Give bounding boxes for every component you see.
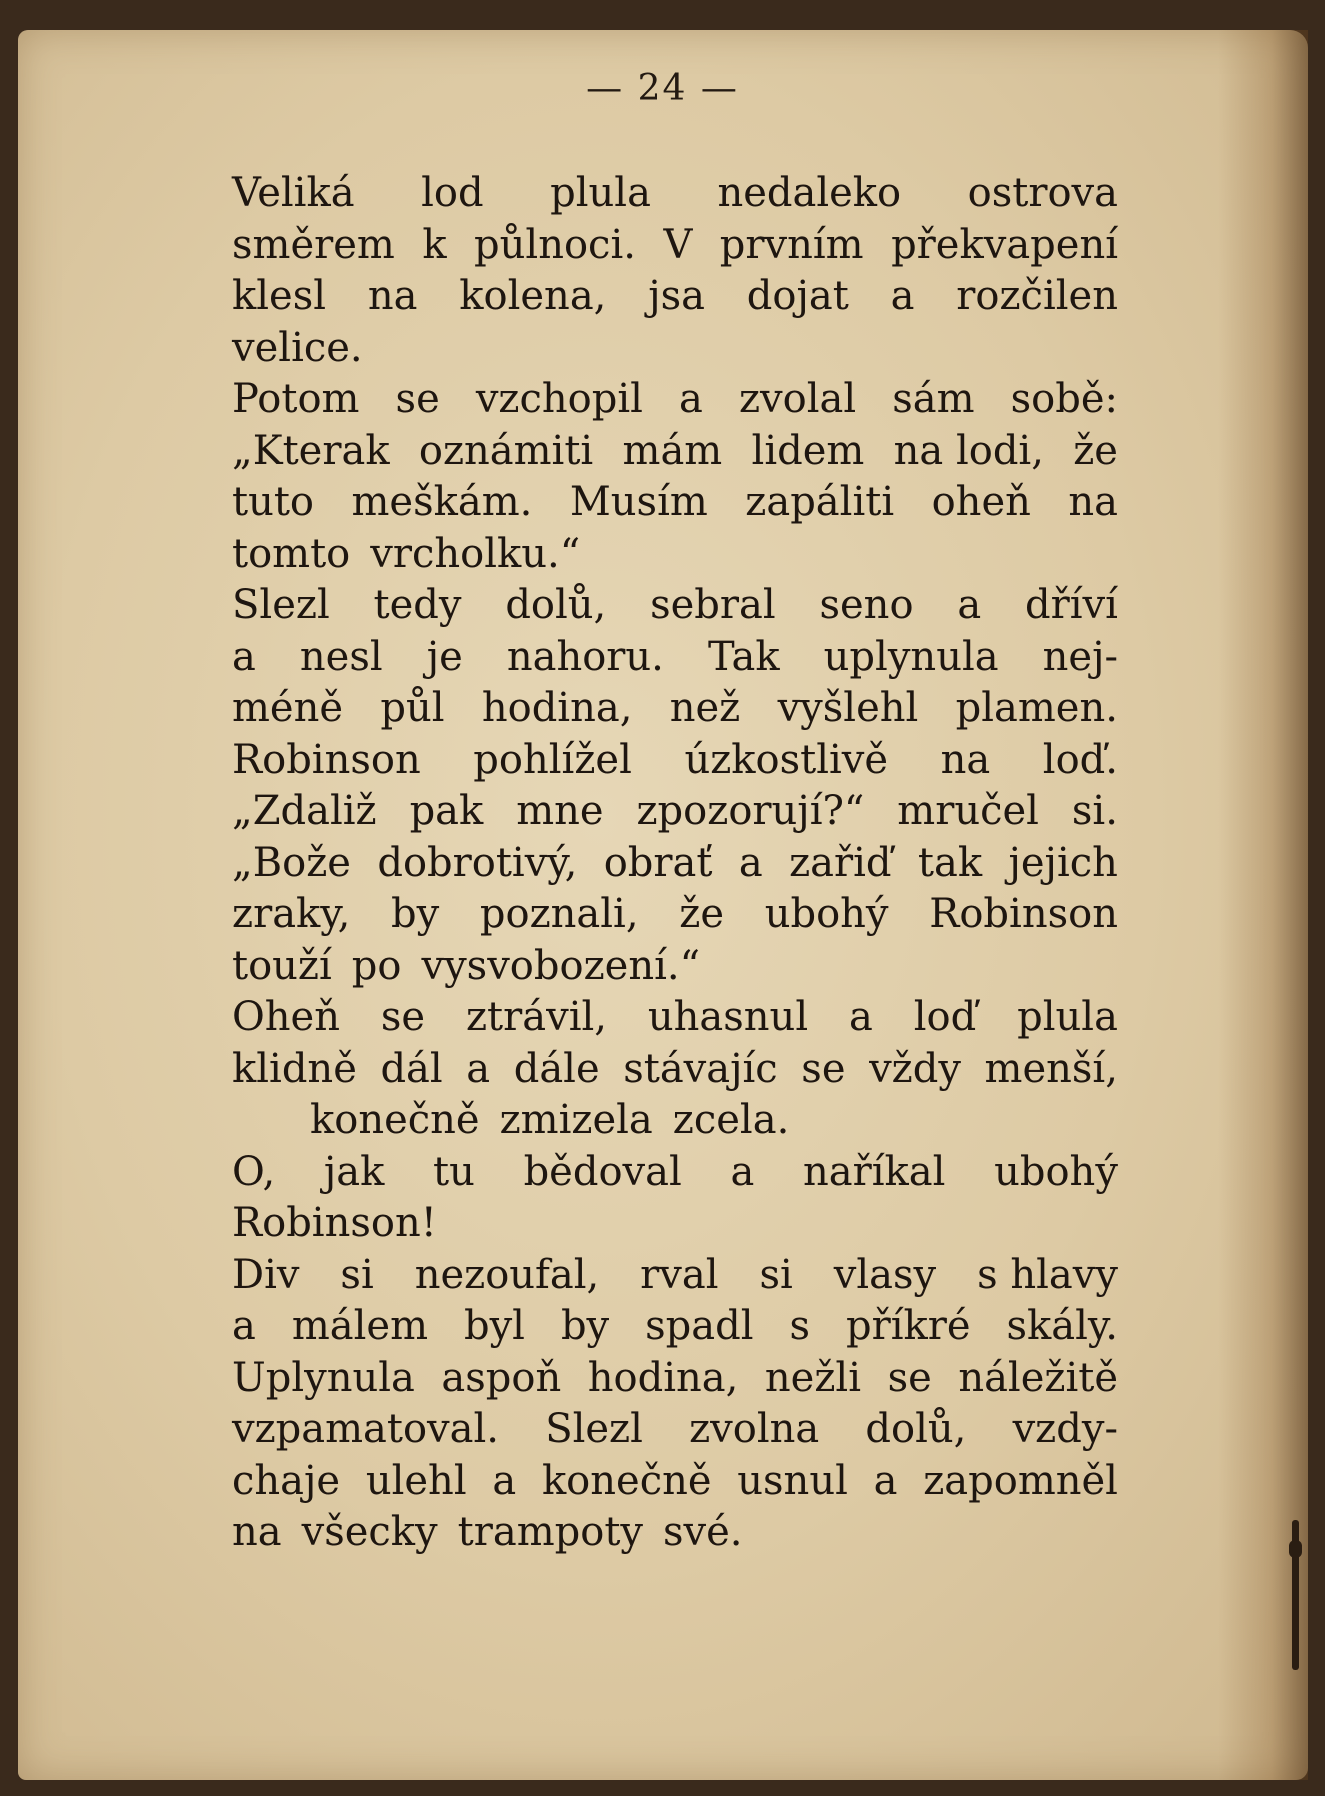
word: touží bbox=[232, 942, 332, 989]
text-line bbox=[232, 220, 1118, 272]
word: a bbox=[873, 1457, 898, 1504]
word: překvapení bbox=[891, 221, 1118, 268]
word: zařiď bbox=[789, 839, 892, 886]
text-line bbox=[232, 889, 1118, 941]
word: Div bbox=[232, 1251, 300, 1298]
text-line bbox=[232, 1198, 1118, 1250]
word: klesl bbox=[232, 273, 327, 319]
word: se bbox=[380, 994, 426, 1040]
word: lidem bbox=[751, 427, 865, 474]
word: a bbox=[679, 376, 703, 422]
word: seno bbox=[819, 582, 914, 628]
word: tomto bbox=[232, 530, 351, 577]
word: dojat bbox=[746, 273, 849, 319]
word: chaje bbox=[232, 1457, 341, 1504]
word: uhasnul bbox=[647, 994, 809, 1040]
word: nežli bbox=[764, 1354, 862, 1401]
word: na bbox=[1068, 479, 1118, 525]
word: konečně bbox=[541, 1457, 712, 1504]
word: a bbox=[492, 1457, 517, 1504]
word: kolena, bbox=[459, 273, 607, 319]
word: nedaleko bbox=[717, 170, 902, 216]
word: bědoval bbox=[523, 1148, 682, 1195]
word: dobrotivý, bbox=[377, 839, 578, 886]
word: dříví bbox=[1025, 582, 1118, 628]
word: vrcholku.“ bbox=[370, 530, 581, 577]
word: by bbox=[390, 891, 440, 937]
word: oznámiti bbox=[418, 427, 594, 474]
word: vysvobození.“ bbox=[421, 942, 701, 989]
word: náležitě bbox=[958, 1354, 1118, 1401]
word: velice. bbox=[232, 324, 363, 371]
word: mručel bbox=[897, 788, 1039, 834]
word: jsa bbox=[648, 273, 705, 319]
text-line bbox=[232, 1250, 1118, 1302]
word: Tak bbox=[707, 633, 780, 680]
word: a bbox=[890, 273, 915, 319]
word: O, bbox=[232, 1148, 276, 1195]
word: zpozorují?“ bbox=[636, 788, 865, 834]
word: příkré bbox=[845, 1303, 971, 1349]
word: na bbox=[367, 273, 418, 319]
body-text bbox=[232, 168, 1118, 1559]
word: zraky, bbox=[232, 891, 351, 937]
word: a bbox=[849, 994, 873, 1040]
word: skály. bbox=[1006, 1303, 1118, 1349]
text-line bbox=[232, 168, 1118, 220]
word: stávajíc bbox=[623, 1045, 778, 1092]
word: Musím bbox=[569, 479, 708, 525]
word: své. bbox=[663, 1509, 743, 1555]
text-line bbox=[232, 1507, 1118, 1559]
word: vzdy- bbox=[1012, 1406, 1118, 1452]
word: po bbox=[351, 942, 402, 989]
word: aspoň bbox=[441, 1354, 562, 1401]
word: Uplynula bbox=[232, 1354, 415, 1401]
text-line bbox=[232, 529, 1118, 581]
text-line bbox=[232, 786, 1118, 838]
word: spadl bbox=[645, 1303, 754, 1349]
word: rval bbox=[640, 1251, 719, 1298]
word: rozčilen bbox=[956, 273, 1118, 319]
word: s hlavy bbox=[977, 1251, 1118, 1298]
word: nej- bbox=[1042, 633, 1118, 680]
word: se bbox=[887, 1354, 932, 1401]
word: méně bbox=[232, 685, 344, 731]
text-line bbox=[232, 426, 1118, 478]
text-line bbox=[232, 683, 1118, 735]
word: Oheň bbox=[232, 994, 340, 1040]
word: „Bože bbox=[232, 839, 351, 886]
word: půlnoci. bbox=[474, 221, 636, 268]
word: pohlížel bbox=[473, 736, 632, 783]
word: že bbox=[1073, 427, 1118, 474]
text-line bbox=[232, 838, 1118, 890]
word: ubohý bbox=[994, 1148, 1118, 1195]
word: klidně bbox=[232, 1045, 357, 1092]
text-line bbox=[232, 374, 1118, 426]
word: uplynula bbox=[823, 633, 999, 680]
word: obrať bbox=[603, 839, 713, 886]
word: oheň bbox=[931, 479, 1031, 525]
word: k bbox=[422, 221, 447, 268]
word: byl bbox=[463, 1303, 525, 1349]
text-line bbox=[232, 580, 1118, 632]
word: s bbox=[789, 1303, 810, 1349]
word: všecky bbox=[301, 1509, 438, 1555]
text-line bbox=[232, 735, 1118, 787]
word: ostrova bbox=[967, 170, 1118, 216]
word: Slezl bbox=[545, 1406, 643, 1452]
word: loď bbox=[913, 994, 977, 1040]
word: a bbox=[738, 839, 763, 886]
word: si. bbox=[1071, 788, 1118, 834]
word: dál bbox=[380, 1045, 443, 1092]
word: se bbox=[801, 1045, 846, 1092]
word: než bbox=[669, 685, 741, 731]
word: tuto bbox=[232, 479, 314, 525]
word: a bbox=[232, 1303, 256, 1349]
word: trampoty bbox=[457, 1509, 643, 1555]
word: se bbox=[395, 376, 440, 422]
word: je bbox=[426, 633, 463, 680]
word: zcela. bbox=[672, 1097, 790, 1143]
word: a bbox=[957, 582, 982, 628]
word: Robinson! bbox=[232, 1200, 437, 1246]
text-line bbox=[232, 941, 1118, 993]
word: a bbox=[466, 1045, 491, 1092]
word: nesl bbox=[299, 633, 383, 680]
word: že bbox=[679, 891, 725, 937]
text-line bbox=[232, 632, 1118, 684]
word: vždy bbox=[869, 1045, 961, 1092]
word: mám bbox=[622, 427, 723, 474]
word: jak bbox=[323, 1148, 385, 1195]
word: si bbox=[340, 1251, 374, 1298]
word: plula bbox=[550, 170, 651, 216]
word: Potom bbox=[232, 376, 360, 422]
word: zvolal bbox=[738, 376, 857, 422]
word: jejich bbox=[1008, 839, 1118, 886]
text-line bbox=[232, 1456, 1118, 1508]
word: Robinson bbox=[929, 891, 1118, 937]
word: vzchopil bbox=[475, 376, 643, 422]
word: Robinson bbox=[232, 736, 421, 783]
word: půl bbox=[380, 685, 445, 731]
word: loď. bbox=[1042, 736, 1118, 783]
word: vlasy bbox=[833, 1251, 937, 1298]
text-line bbox=[232, 1301, 1118, 1353]
word: konečně bbox=[310, 1097, 480, 1143]
word: lod bbox=[421, 170, 484, 216]
word: tu bbox=[433, 1148, 475, 1195]
word: ulehl bbox=[365, 1457, 467, 1504]
word: „Zdaliž bbox=[232, 788, 377, 834]
word: Veliká bbox=[232, 170, 355, 216]
word: menší, bbox=[984, 1045, 1118, 1092]
word: na lodi, bbox=[893, 427, 1044, 474]
word: mne bbox=[516, 788, 604, 834]
word: zapáliti bbox=[745, 479, 895, 525]
word: vzpamatoval. bbox=[232, 1406, 500, 1452]
word: dolů, bbox=[505, 582, 607, 628]
text-line bbox=[232, 1353, 1118, 1405]
word: hodina, bbox=[481, 685, 633, 731]
word: naříkal bbox=[803, 1148, 946, 1195]
word: sám bbox=[892, 376, 975, 422]
word: prvním bbox=[719, 221, 864, 268]
word: nahoru. bbox=[506, 633, 664, 680]
word: V bbox=[663, 221, 693, 268]
word: na bbox=[232, 1509, 282, 1555]
word: tak bbox=[917, 839, 983, 886]
word: ubohý bbox=[764, 891, 889, 937]
word: málem bbox=[291, 1303, 428, 1349]
text-line bbox=[232, 992, 1118, 1044]
word: ztrávil, bbox=[465, 994, 607, 1040]
word: plula bbox=[1017, 994, 1118, 1040]
word: dolů, bbox=[865, 1406, 967, 1452]
text-line bbox=[232, 323, 1118, 375]
word: zapomněl bbox=[923, 1457, 1118, 1504]
word: poznali, bbox=[479, 891, 639, 937]
word: tedy bbox=[373, 582, 462, 628]
word: sebral bbox=[650, 582, 776, 628]
word: dále bbox=[513, 1045, 600, 1092]
page-gutter-shadow bbox=[1218, 30, 1308, 1780]
word: „Kterak bbox=[232, 427, 390, 474]
gutter-ink-mark-small bbox=[1289, 1540, 1302, 1558]
word: na bbox=[940, 736, 991, 783]
word: a bbox=[232, 633, 256, 680]
text-line bbox=[232, 1044, 1118, 1096]
word: si bbox=[759, 1251, 793, 1298]
word: zmizela bbox=[499, 1097, 653, 1143]
word: hodina, bbox=[587, 1354, 739, 1401]
text-line bbox=[232, 477, 1118, 529]
word: Slezl bbox=[232, 582, 330, 628]
word: směrem bbox=[232, 221, 395, 268]
word: meškám. bbox=[351, 479, 533, 525]
word: by bbox=[560, 1303, 610, 1349]
word: a bbox=[730, 1148, 755, 1195]
word: úzkostlivě bbox=[684, 736, 889, 783]
word: pak bbox=[409, 788, 484, 834]
page-number: — 24 — bbox=[586, 68, 739, 109]
word: vyšlehl bbox=[777, 685, 919, 731]
text-line bbox=[232, 271, 1118, 323]
word: sobě: bbox=[1010, 376, 1118, 422]
word: plamen. bbox=[955, 685, 1118, 731]
text-line bbox=[232, 1147, 1118, 1199]
word: nezoufal, bbox=[414, 1251, 600, 1298]
word: zvolna bbox=[689, 1406, 820, 1452]
text-line bbox=[232, 1095, 1118, 1147]
word: usnul bbox=[737, 1457, 848, 1504]
text-line bbox=[232, 1404, 1118, 1456]
